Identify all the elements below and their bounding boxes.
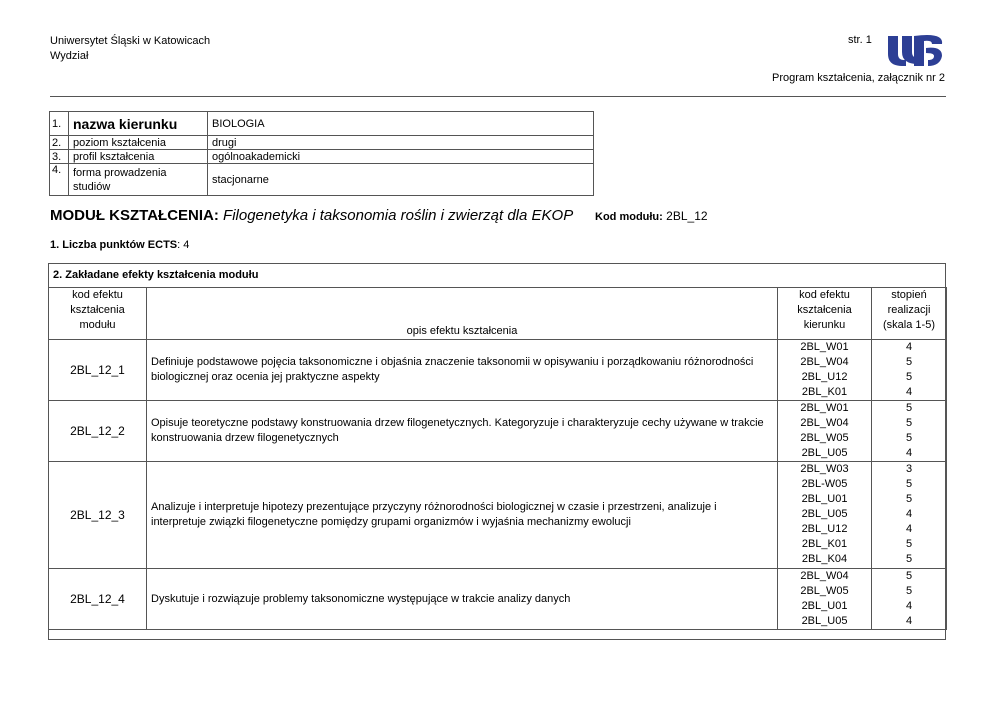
field-code: 2BL_U01 (801, 600, 848, 612)
info-row (50, 150, 594, 164)
levels (872, 401, 947, 462)
field-code: 2BL_W01 (800, 402, 849, 414)
field-code: 2BL_W04 (800, 570, 849, 582)
info-value: ogólnoakademicki (208, 150, 594, 164)
table-row (49, 569, 947, 630)
ects-points (50, 239, 189, 251)
info-label: nazwa kierunku (69, 112, 208, 136)
field-codes (778, 340, 872, 401)
level: 4 (905, 615, 913, 627)
info-row (50, 112, 594, 136)
field-code: 2BL_W04 (800, 417, 849, 429)
module-code-label: Kod modułu: (595, 211, 663, 223)
table-row (49, 340, 947, 401)
info-label: forma prowadzenia studiów (69, 164, 208, 196)
info-value: drugi (208, 136, 594, 150)
info-num: 2. (50, 136, 69, 150)
info-num: 1. (50, 112, 69, 136)
module-code (595, 209, 708, 223)
effects-table (48, 287, 947, 630)
university-name: Uniwersytet Śląski w Katowicach (50, 35, 211, 47)
levels (872, 462, 947, 569)
field-code: 2BL_U05 (801, 508, 848, 520)
field-code: 2BL_U01 (801, 493, 848, 505)
level: 4 (905, 386, 913, 398)
level: 5 (905, 432, 913, 444)
level: 3 (905, 463, 913, 475)
field-code: 2BL-W05 (801, 478, 848, 490)
level: 5 (905, 402, 913, 414)
faculty-name: Wydział (50, 50, 89, 62)
table-row (49, 462, 947, 569)
field-code: 2BL_W03 (800, 463, 849, 475)
field-code: 2BL_W04 (800, 356, 849, 368)
header-left (50, 34, 210, 64)
info-num: 3. (50, 150, 69, 164)
effects-header-row (49, 288, 947, 340)
info-value: BIOLOGIA (208, 112, 594, 136)
module-title-label: MODUŁ KSZTAŁCENIA: (50, 207, 219, 224)
header-divider (50, 96, 946, 97)
levels (872, 569, 947, 630)
field-code: 2BL_W05 (800, 585, 849, 597)
level: 5 (905, 570, 913, 582)
field-codes (778, 462, 872, 569)
info-label: poziom kształcenia (69, 136, 208, 150)
ects-value: : 4 (177, 239, 190, 251)
table-row (49, 401, 947, 462)
section-title: 2. Zakładane efekty kształcenia modułu (53, 269, 259, 281)
university-logo-icon (884, 30, 946, 70)
field-code: 2BL_W01 (800, 341, 849, 353)
level: 5 (905, 493, 913, 505)
info-value: stacjonarne (208, 164, 594, 196)
field-code: 2BL_U12 (801, 523, 848, 535)
level: 4 (905, 600, 913, 612)
level: 5 (905, 585, 913, 597)
page-number: str. 1 (848, 34, 872, 46)
level: 4 (905, 523, 913, 535)
level: 5 (905, 356, 913, 368)
level: 5 (905, 478, 913, 490)
header-field-code: kod efektu kształcenia kierunku (778, 288, 872, 340)
module-code-value: 2BL_12 (666, 209, 708, 223)
level: 4 (905, 341, 913, 353)
header-code: kod efektu kształcenia modułu (49, 288, 147, 340)
level: 5 (905, 538, 913, 550)
level: 4 (905, 508, 913, 520)
effect-code: 2BL_12_2 (49, 401, 147, 462)
level: 5 (905, 417, 913, 429)
effect-desc: Dyskutuje i rozwiązuje problemy taksonomiczne występujące w trakcie analizy danych (147, 569, 778, 630)
header-desc: opis efektu kształcenia (147, 288, 778, 340)
effect-desc: Opisuje teoretyczne podstawy konstruowania drzew filogenetycznych. Kategoryzuje i charakteryzuje cechy używane w trakcie konstruowania drzew filogenetycznych (147, 401, 778, 462)
effect-code: 2BL_12_1 (49, 340, 147, 401)
level: 5 (905, 553, 913, 565)
field-codes (778, 401, 872, 462)
info-num: 4. (50, 164, 69, 196)
module-title-value: Filogenetyka i taksonomia roślin i zwierząt dla EKOP (223, 207, 574, 224)
info-label: profil kształcenia (69, 150, 208, 164)
field-code: 2BL_K01 (801, 386, 848, 398)
field-code: 2BL_U12 (801, 371, 848, 383)
levels (872, 340, 947, 401)
program-info-table (49, 111, 594, 196)
level: 5 (905, 371, 913, 383)
effect-code: 2BL_12_3 (49, 462, 147, 569)
field-code: 2BL_K04 (801, 553, 848, 565)
field-code: 2BL_W05 (800, 432, 849, 444)
module-title (50, 207, 573, 224)
effect-code: 2BL_12_4 (49, 569, 147, 630)
program-annex: Program kształcenia, załącznik nr 2 (771, 72, 945, 84)
field-code: 2BL_U05 (801, 615, 848, 627)
ects-label: 1. Liczba punktów ECTS (50, 239, 178, 251)
header-level: stopień realizacji (skala 1-5) (872, 288, 947, 340)
field-codes (778, 569, 872, 630)
effect-desc: Analizuje i interpretuje hipotezy prezentujące przyczyny różnorodności biologicznej w czasie i przestrzeni, analizuje i interpretuje związki filogenetyczne pomiędzy grupami organizmów i wyjaśnia mechanizmy ewolucji (147, 462, 778, 569)
field-code: 2BL_U05 (801, 447, 848, 459)
info-row (50, 136, 594, 150)
info-row (50, 164, 594, 196)
field-code: 2BL_K01 (801, 538, 848, 550)
effect-desc: Definiuje podstawowe pojęcia taksonomiczne i objaśnia znaczenie taksonomii w opisywaniu i porządkowaniu różnorodności biologicznej oraz ocenia jej praktyczne aspekty (147, 340, 778, 401)
level: 4 (905, 447, 913, 459)
